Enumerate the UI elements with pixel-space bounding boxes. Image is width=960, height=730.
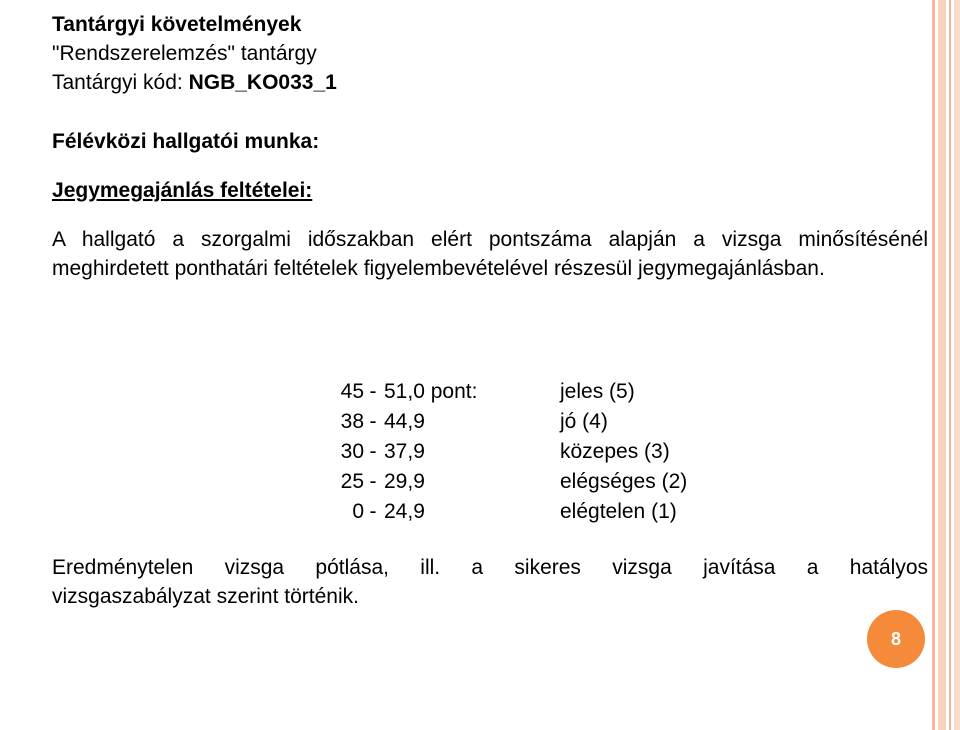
subject-code-value: NGB_KO033_1 [188,71,337,94]
decorative-stripe [932,0,935,730]
closing-line-2: vizsgaszabályzat szerint történik. [52,585,359,608]
slide-content [52,10,928,283]
table-row: 30 - 37,9 közepes (3) [340,440,670,463]
subject-code [52,68,928,97]
section-heading: Félévközi hallgatói munka: [52,130,320,153]
page-title: Tantárgyi követelmények [52,13,302,36]
table-row: 0 - 24,9 elégtelen (1) [352,500,677,523]
table-row: 45 - 51,0 pont: jeles (5) [340,380,635,403]
decorative-stripe [938,0,946,730]
subject-name: "Rendszerelemzés" tantárgy [52,42,317,65]
grade-table [318,377,687,527]
decorative-stripe [949,0,951,730]
section-subheading: Jegymegajánlás feltételei: [52,179,313,202]
subject-code-label: Tantárgyi kód: [52,71,189,94]
page-number-badge: 8 [867,610,925,668]
table-row: 25 - 29,9 elégséges (2) [340,470,688,493]
decorative-stripe [954,0,960,730]
table-row: 38 - 44,9 jó (4) [340,410,608,433]
closing-line-1: Eredménytelen vizsga pótlása, ill. a sikeres vizsga javítása a hatályos [52,556,928,579]
closing-paragraph [52,553,928,611]
conditions-paragraph: A hallgató a szorgalmi időszakban elért pontszáma alapján a vizsga minősítésénél meghirdetett ponthatári feltételek figyelembevételével részesül jegymegajánlásban. [52,228,928,280]
